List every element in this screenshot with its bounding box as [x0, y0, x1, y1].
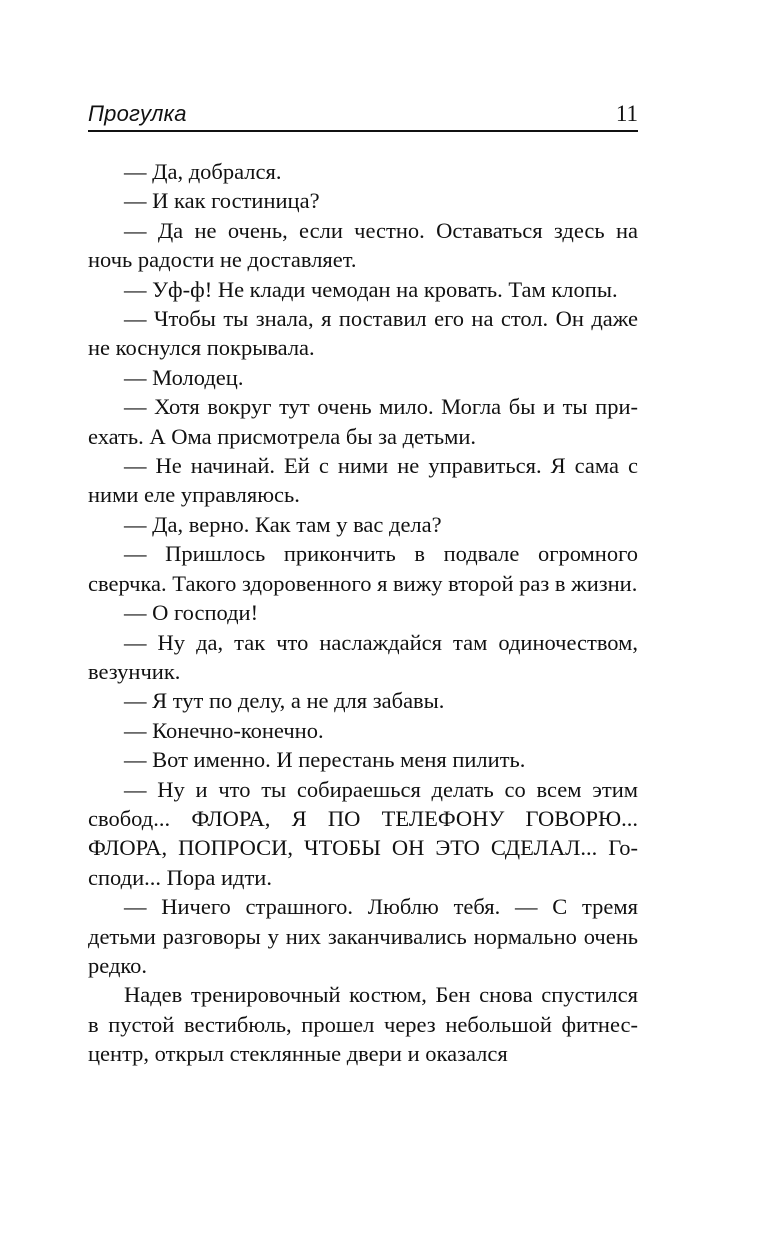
paragraph: — О господи!: [124, 600, 259, 626]
paragraph: — Да, верно. Как там у вас дела?: [124, 511, 442, 537]
paragraph: — Ну и что ты собираешься делать со всем этим свобод... ФЛОРА, Я ПО ТЕЛЕФОНУ ГОВОРЮ... ФЛОРА, ПОПРОСИ, ЧТОБЫ ОН ЭТО СДЕЛАЛ... Господи... Пора идти.: [88, 776, 638, 890]
running-title: Прогулка: [88, 101, 187, 126]
paragraph: — Не начинай. Ей с ними не управиться. Я сама с ними еле управляюсь.: [88, 453, 638, 508]
paragraph: — Чтобы ты знала, я поставил его на стол. Он даже не коснулся покрывала.: [88, 306, 638, 361]
paragraph: — Да, добрался.: [124, 159, 282, 184]
paragraph: — И как гостиница?: [124, 188, 320, 214]
paragraph: — Вот именно. И перестань меня пилить.: [124, 747, 526, 773]
text-body: [88, 157, 638, 1069]
paragraph: — Пришлось прикончить в подвале огромного сверчка. Такого здоровенного я вижу второй раз в жизни.: [88, 541, 638, 596]
paragraph: — Конечно-конечно.: [124, 717, 324, 743]
paragraph: — Хотя вокруг тут очень мило. Могла бы и ты приехать. А Ома присмотрела бы за детьми.: [88, 394, 638, 449]
paragraph: — Уф-ф! Не клади чемодан на кровать. Там клопы.: [124, 276, 618, 302]
paragraph: — Я тут по делу, а не для забавы.: [124, 688, 445, 714]
page-number: 11: [615, 101, 638, 126]
paragraph: — Ничего страшного. Люблю тебя. — С тремя детьми разговоры у них заканчивались нормально очень редко.: [88, 894, 638, 978]
header-rule: [88, 130, 638, 132]
paragraph: Надев тренировочный костюм, Бен снова спустился в пустой вестибюль, прошел через небольшой фитнес-центр, открыл стеклянные двери и оказался: [88, 982, 638, 1067]
paragraph: — Ну да, так что наслаждайся там одиночеством, везунчик.: [88, 629, 638, 684]
paragraph: — Молодец.: [124, 364, 244, 390]
paragraph: — Да не очень, если честно. Оставаться здесь на ночь радости не доставляет.: [88, 217, 638, 273]
running-header: [88, 99, 638, 129]
